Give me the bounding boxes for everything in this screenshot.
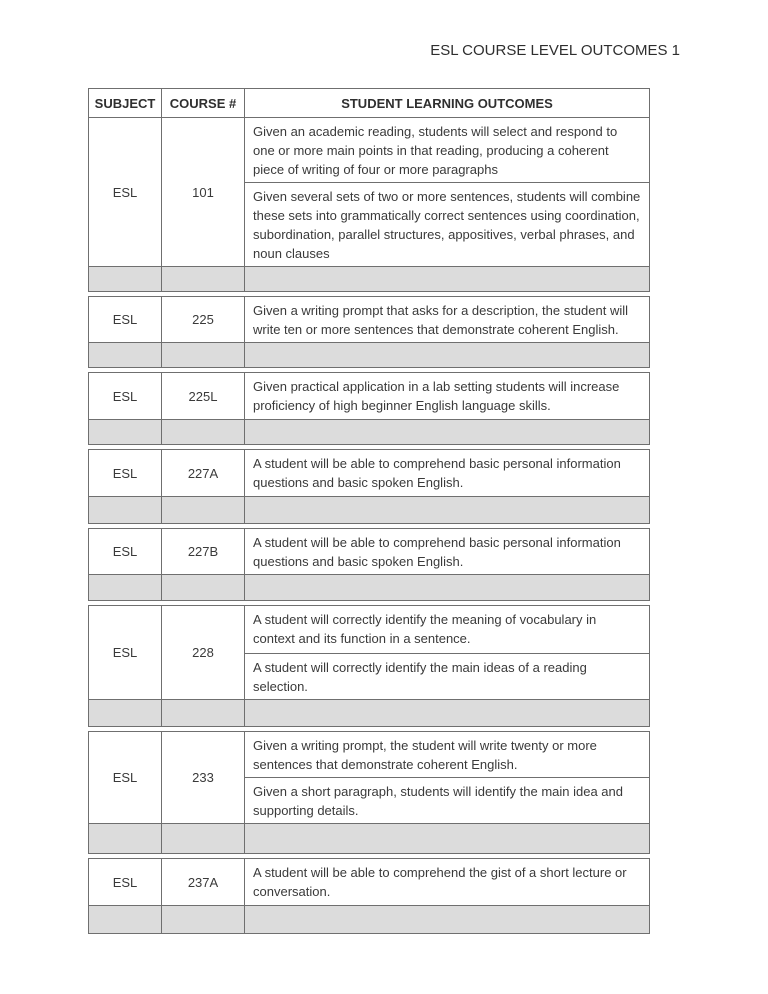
spacer-cell [162,267,245,292]
course-number-cell: 228 [162,606,245,700]
col-header-outcomes: STUDENT LEARNING OUTCOMES [245,89,650,118]
outcomes-table-area [88,88,649,934]
page-header-title: ESL COURSE LEVEL OUTCOMES 1 [430,42,680,59]
spacer-row [89,906,650,934]
outcome-cell: Given several sets of two or more sentences, students will combine these sets into grammatically correct sentences using coordination, subordination, parallel structures, appositives, verbal phrases, and noun clauses [245,183,650,267]
course-block-225 [88,296,650,368]
spacer-cell [89,575,162,601]
spacer-cell [162,575,245,601]
course-number-cell: 225 [162,297,245,343]
course-number-cell: 225L [162,373,245,420]
spacer-row [89,267,650,292]
outcome-cell: A student will be able to comprehend basic personal information questions and basic spoken English. [245,529,650,575]
outcome-cell: Given an academic reading, students will select and respond to one or more main points in that reading, producing a coherent piece of writing of four or more paragraphs [245,118,650,183]
course-row [89,732,650,778]
course-row [89,297,650,343]
course-block-227B [88,528,650,601]
col-header-subject: SUBJECT [89,89,162,118]
spacer-row [89,343,650,368]
course-block-225L [88,372,650,445]
course-block-227A [88,449,650,524]
spacer-cell [162,343,245,368]
outcome-cell: Given practical application in a lab setting students will increase proficiency of high beginner English language skills. [245,373,650,420]
spacer-row [89,700,650,727]
spacer-cell [245,824,650,854]
spacer-row [89,824,650,854]
spacer-cell [162,497,245,524]
subject-cell: ESL [89,118,162,267]
course-number-cell: 227B [162,529,245,575]
spacer-cell [245,343,650,368]
spacer-cell [89,267,162,292]
course-block-233 [88,731,650,854]
course-number-cell: 101 [162,118,245,267]
spacer-cell [89,497,162,524]
subject-cell: ESL [89,606,162,700]
subject-cell: ESL [89,859,162,906]
table-header-row [89,89,650,118]
col-header-course-number: COURSE # [162,89,245,118]
course-block-228 [88,605,650,727]
spacer-cell [89,906,162,934]
spacer-cell [245,575,650,601]
course-row [89,529,650,575]
subject-cell: ESL [89,297,162,343]
spacer-cell [162,700,245,727]
spacer-cell [89,343,162,368]
spacer-cell [245,267,650,292]
course-row [89,859,650,906]
spacer-row [89,575,650,601]
subject-cell: ESL [89,450,162,497]
course-block-237A [88,858,650,934]
outcome-cell: A student will correctly identify the main ideas of a reading selection. [245,654,650,700]
course-row [89,118,650,183]
subject-cell: ESL [89,529,162,575]
course-row [89,373,650,420]
course-number-cell: 227A [162,450,245,497]
subject-cell: ESL [89,373,162,420]
spacer-cell [245,497,650,524]
outcome-cell: A student will be able to comprehend the gist of a short lecture or conversation. [245,859,650,906]
spacer-cell [245,420,650,445]
outcome-cell: Given a writing prompt, the student will write twenty or more sentences that demonstrate coherent English. [245,732,650,778]
spacer-cell [162,420,245,445]
spacer-cell [162,824,245,854]
course-number-cell: 237A [162,859,245,906]
course-row [89,606,650,654]
spacer-cell [162,906,245,934]
outcome-cell: Given a short paragraph, students will identify the main idea and supporting details. [245,778,650,824]
course-block-101 [88,88,650,292]
outcome-cell: A student will correctly identify the meaning of vocabulary in context and its function in a sentence. [245,606,650,654]
spacer-cell [89,420,162,445]
course-number-cell: 233 [162,732,245,824]
outcome-cell: Given a writing prompt that asks for a description, the student will write ten or more sentences that demonstrate coherent English. [245,297,650,343]
spacer-row [89,497,650,524]
course-row [89,450,650,497]
spacer-cell [245,906,650,934]
outcome-cell: A student will be able to comprehend basic personal information questions and basic spoken English. [245,450,650,497]
spacer-cell [245,700,650,727]
spacer-cell [89,824,162,854]
subject-cell: ESL [89,732,162,824]
spacer-row [89,420,650,445]
spacer-cell [89,700,162,727]
